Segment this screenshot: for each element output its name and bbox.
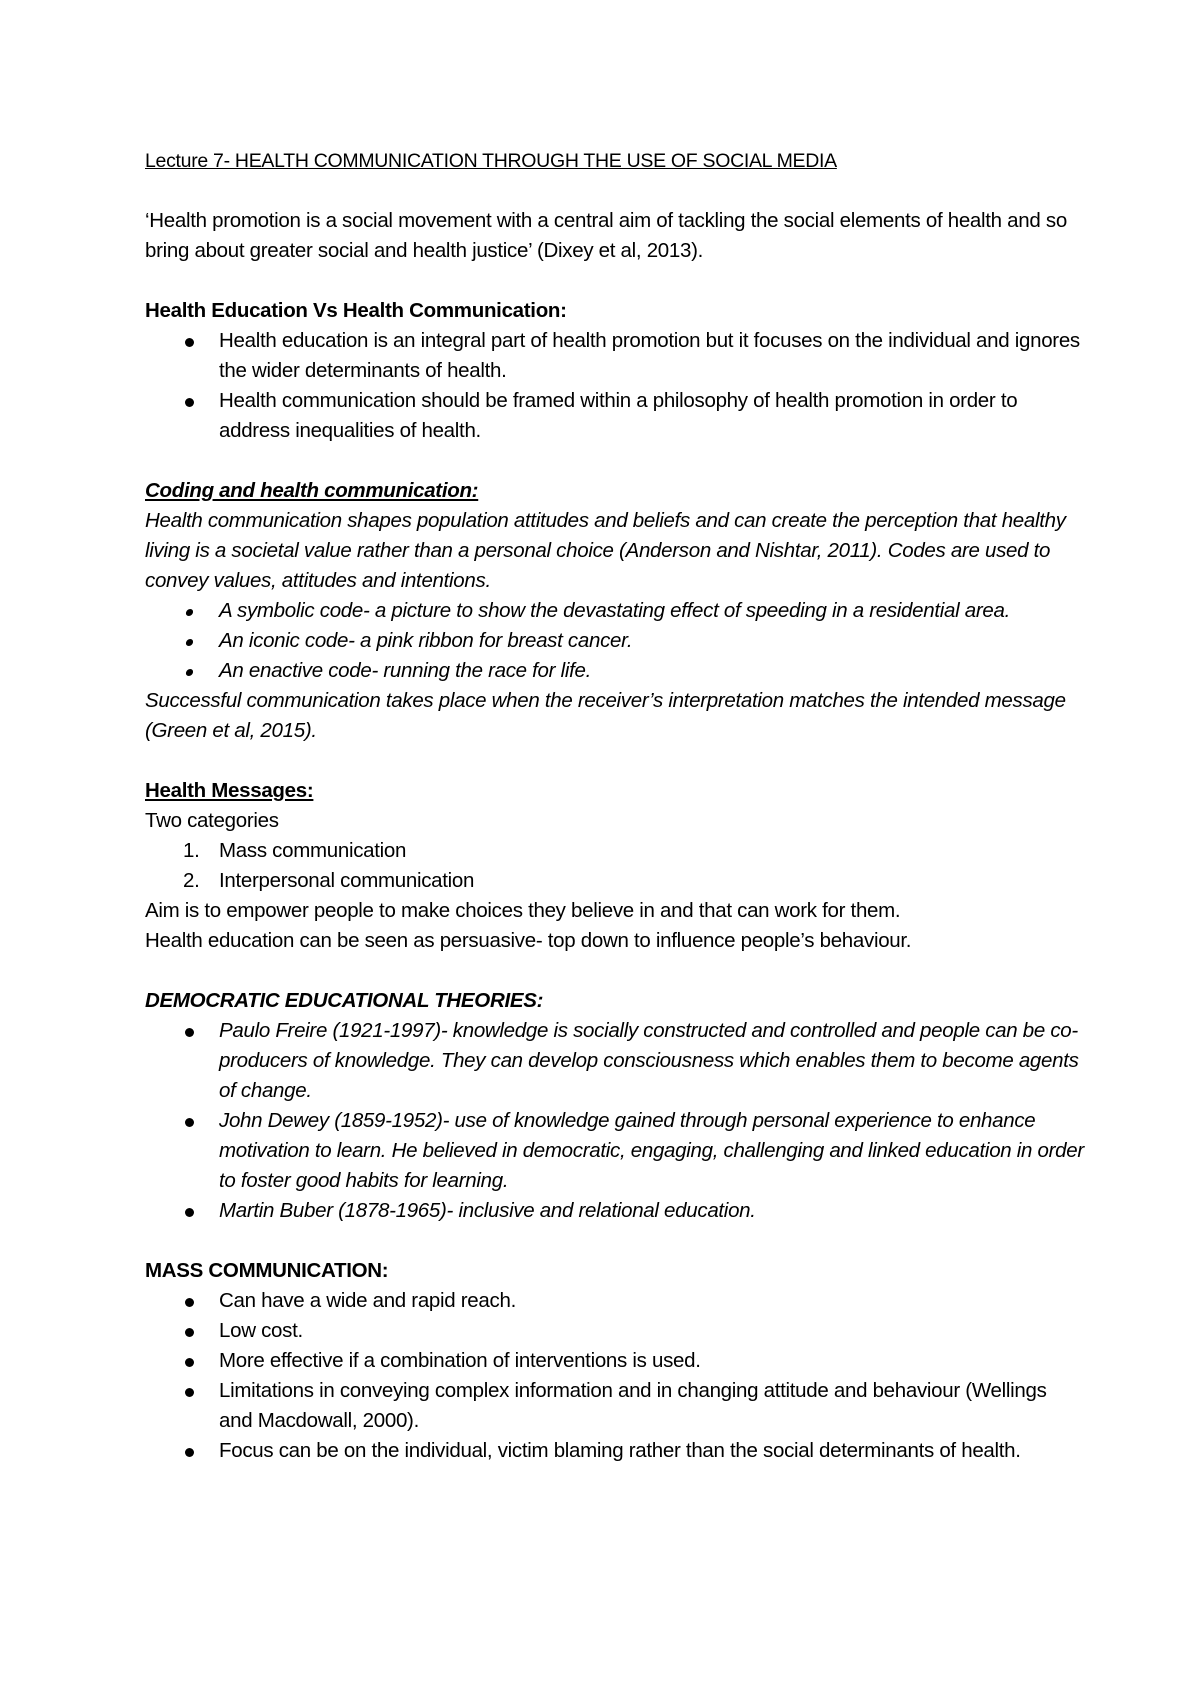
bullet-icon: [185, 1028, 194, 1037]
list-item: An enactive code- running the race for life.: [145, 656, 1085, 686]
health-messages-intro: Two categories: [145, 809, 279, 832]
bullet-icon: [185, 1328, 194, 1337]
bullet-icon: [185, 1388, 194, 1397]
bullet-icon: [185, 1208, 194, 1217]
health-messages-para-2: Health education can be seen as persuasive- top down to influence people’s behaviour.: [145, 929, 912, 952]
bullet-list: [145, 596, 1085, 686]
opening-quote: ‘Health promotion is a social movement with a central aim of tackling the social elements of health and so bring about greater social and health justice’ (Dixey et al, 2013).: [145, 209, 1067, 262]
bullet-icon: [185, 669, 193, 676]
bullet-icon: [185, 398, 194, 407]
bullet-icon: [185, 1358, 194, 1367]
health-messages-para-1: Aim is to empower people to make choices they believe in and that can work for them.: [145, 899, 901, 922]
bullet-icon: [185, 338, 194, 347]
list-item: Focus can be on the individual, victim blaming rather than the social determinants of health.: [145, 1436, 1085, 1466]
section-heading-health-messages: Health Messages:: [145, 779, 314, 802]
bullet-icon: [185, 609, 193, 616]
section-heading-democratic-theories: DEMOCRATIC EDUCATIONAL THEORIES:: [145, 989, 544, 1012]
list-item: Limitations in conveying complex information and in changing attitude and behaviour (Wellings and Macdowall, 2000).: [145, 1376, 1085, 1436]
list-item: Paulo Freire (1921-1997)- knowledge is socially constructed and controlled and people can be co-producers of knowledge. They can develop consciousness which enables them to become agents of change.: [145, 1016, 1085, 1106]
list-item: Health communication should be framed within a philosophy of health promotion in order to address inequalities of health.: [145, 386, 1085, 446]
bullet-icon: [185, 1298, 194, 1307]
list-item: 2. Interpersonal communication: [183, 869, 475, 892]
section-heading-coding: Coding and health communication:: [145, 479, 479, 502]
bullet-list: [145, 326, 1085, 446]
list-item: John Dewey (1859-1952)- use of knowledge gained through personal experience to enhance motivation to learn. He believed in democratic, engaging, challenging and linked education in order to foster good habits for learning.: [145, 1106, 1085, 1196]
list-item: 1. Mass communication: [183, 839, 407, 862]
section-heading-education-vs-communication: Health Education Vs Health Communication:: [145, 299, 567, 322]
bullet-list: [145, 1016, 1085, 1226]
list-item: More effective if a combination of interventions is used.: [145, 1346, 1085, 1376]
document-page: [145, 146, 1085, 1466]
bullet-icon: [185, 639, 193, 646]
coding-intro: Health communication shapes population attitudes and beliefs and can create the perception that healthy living is a societal value rather than a personal choice (Anderson and Nishtar, 2011). Codes are used to convey values, attitudes and intentions.: [145, 509, 1066, 592]
bullet-icon: [185, 1448, 194, 1457]
list-item: Health education is an integral part of health promotion but it focuses on the individual and ignores the wider determinants of health.: [145, 326, 1085, 386]
coding-outro: Successful communication takes place when the receiver’s interpretation matches the intended message (Green et al, 2015).: [145, 689, 1066, 742]
list-item: A symbolic code- a picture to show the devastating effect of speeding in a residential area.: [145, 596, 1085, 626]
section-heading-mass-communication: MASS COMMUNICATION:: [145, 1259, 389, 1282]
list-item: Can have a wide and rapid reach.: [145, 1286, 1085, 1316]
numbered-list: [145, 836, 1085, 896]
bullet-icon: [185, 1118, 194, 1127]
list-item: An iconic code- a pink ribbon for breast cancer.: [145, 626, 1085, 656]
list-item: Martin Buber (1878-1965)- inclusive and relational education.: [145, 1196, 1085, 1226]
bullet-list: [145, 1286, 1085, 1466]
list-item: Low cost.: [145, 1316, 1085, 1346]
page-title: Lecture 7- HEALTH COMMUNICATION THROUGH THE USE OF SOCIAL MEDIA: [145, 150, 837, 172]
